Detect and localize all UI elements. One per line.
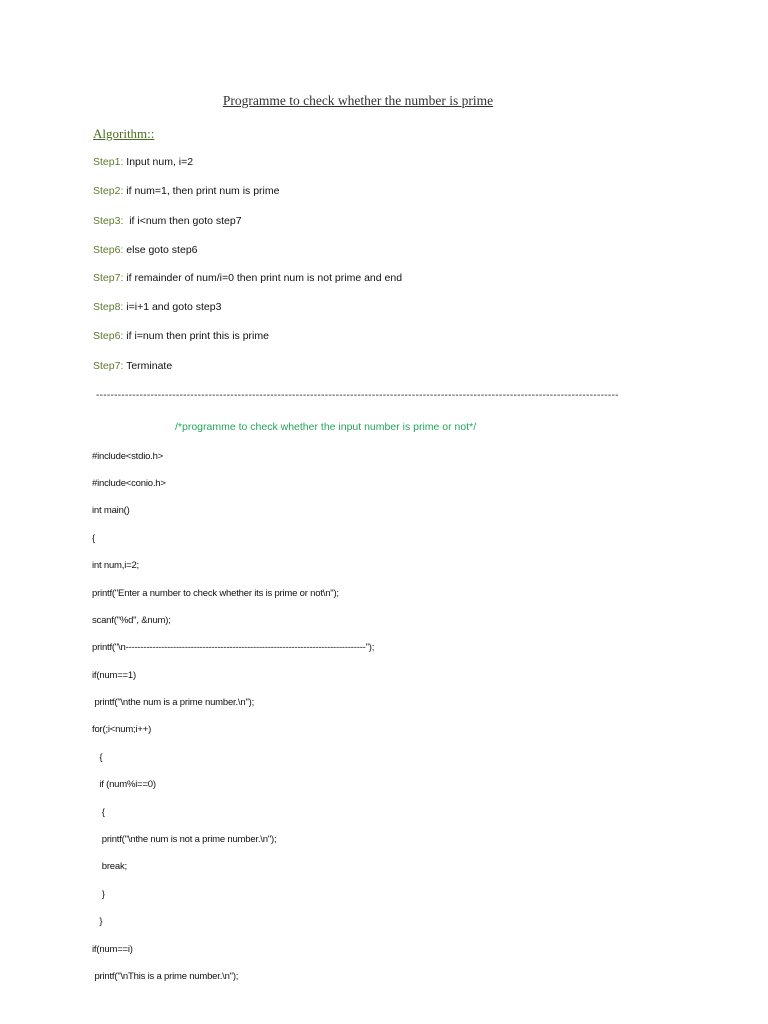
step-text: Input num, i=2 bbox=[123, 156, 194, 168]
step-label: Step2: bbox=[93, 185, 124, 197]
code-line: if (num%i==0) bbox=[92, 779, 156, 790]
algorithm-step bbox=[93, 330, 269, 342]
code-line: scanf("%d", &num); bbox=[92, 615, 171, 626]
code-line: { bbox=[92, 533, 95, 544]
code-comment: /*programme to check whether the input number is prime or not*/ bbox=[175, 421, 477, 433]
algorithm-step bbox=[93, 272, 402, 284]
step-text: if remainder of num/i=0 then print num is not prime and end bbox=[123, 272, 403, 284]
code-line: if(num==1) bbox=[92, 670, 136, 681]
step-text: if i<num then goto step7 bbox=[123, 215, 242, 227]
code-line: if(num==i) bbox=[92, 944, 133, 955]
code-line: } bbox=[92, 889, 105, 900]
algorithm-step bbox=[93, 215, 242, 227]
code-line: printf("\nThis is a prime number.\n"); bbox=[92, 971, 239, 982]
code-line: for(;i<num;i++) bbox=[92, 724, 152, 735]
algorithm-step bbox=[93, 185, 279, 197]
code-line: { bbox=[92, 752, 103, 763]
algorithm-step bbox=[93, 360, 172, 372]
step-text: if num=1, then print num is prime bbox=[123, 185, 280, 197]
code-line: printf("Enter a number to check whether its is prime or not\n"); bbox=[92, 588, 339, 599]
step-text: Terminate bbox=[123, 360, 173, 372]
step-label: Step6: bbox=[93, 330, 124, 342]
code-line: int num,i=2; bbox=[92, 560, 139, 571]
step-text: if i=num then print this is prime bbox=[123, 330, 269, 342]
step-label: Step8: bbox=[93, 301, 124, 313]
algorithm-step bbox=[93, 301, 221, 313]
page-title: Programme to check whether the number is prime bbox=[222, 93, 494, 108]
step-label: Step1: bbox=[93, 156, 124, 168]
code-line: break; bbox=[92, 861, 127, 872]
code-line: printf("\nthe num is not a prime number.\n"); bbox=[92, 834, 277, 845]
code-line: int main() bbox=[92, 505, 130, 516]
code-line: #include<stdio.h> bbox=[92, 451, 164, 462]
step-label: Step7: bbox=[93, 272, 124, 284]
algorithm-heading: Algorithm:: bbox=[93, 126, 155, 141]
step-text: else goto step6 bbox=[123, 244, 198, 256]
step-label: Step6: bbox=[93, 244, 124, 256]
code-line: #include<conio.h> bbox=[92, 478, 166, 489]
section-divider: ------------------------------------------------------------------------------------------------------------------------------------------------ bbox=[96, 390, 619, 401]
code-line: { bbox=[92, 807, 105, 818]
algorithm-step bbox=[93, 156, 193, 168]
algorithm-step bbox=[93, 244, 198, 256]
code-line: } bbox=[92, 916, 103, 927]
step-label: Step3: bbox=[93, 215, 124, 227]
step-text: i=i+1 and goto step3 bbox=[123, 301, 222, 313]
code-line: printf("\nthe num is a prime number.\n"); bbox=[92, 697, 255, 708]
step-label: Step7: bbox=[93, 360, 124, 372]
code-line: printf("\n---------------------------------------------------------------------------------"); bbox=[92, 642, 375, 653]
